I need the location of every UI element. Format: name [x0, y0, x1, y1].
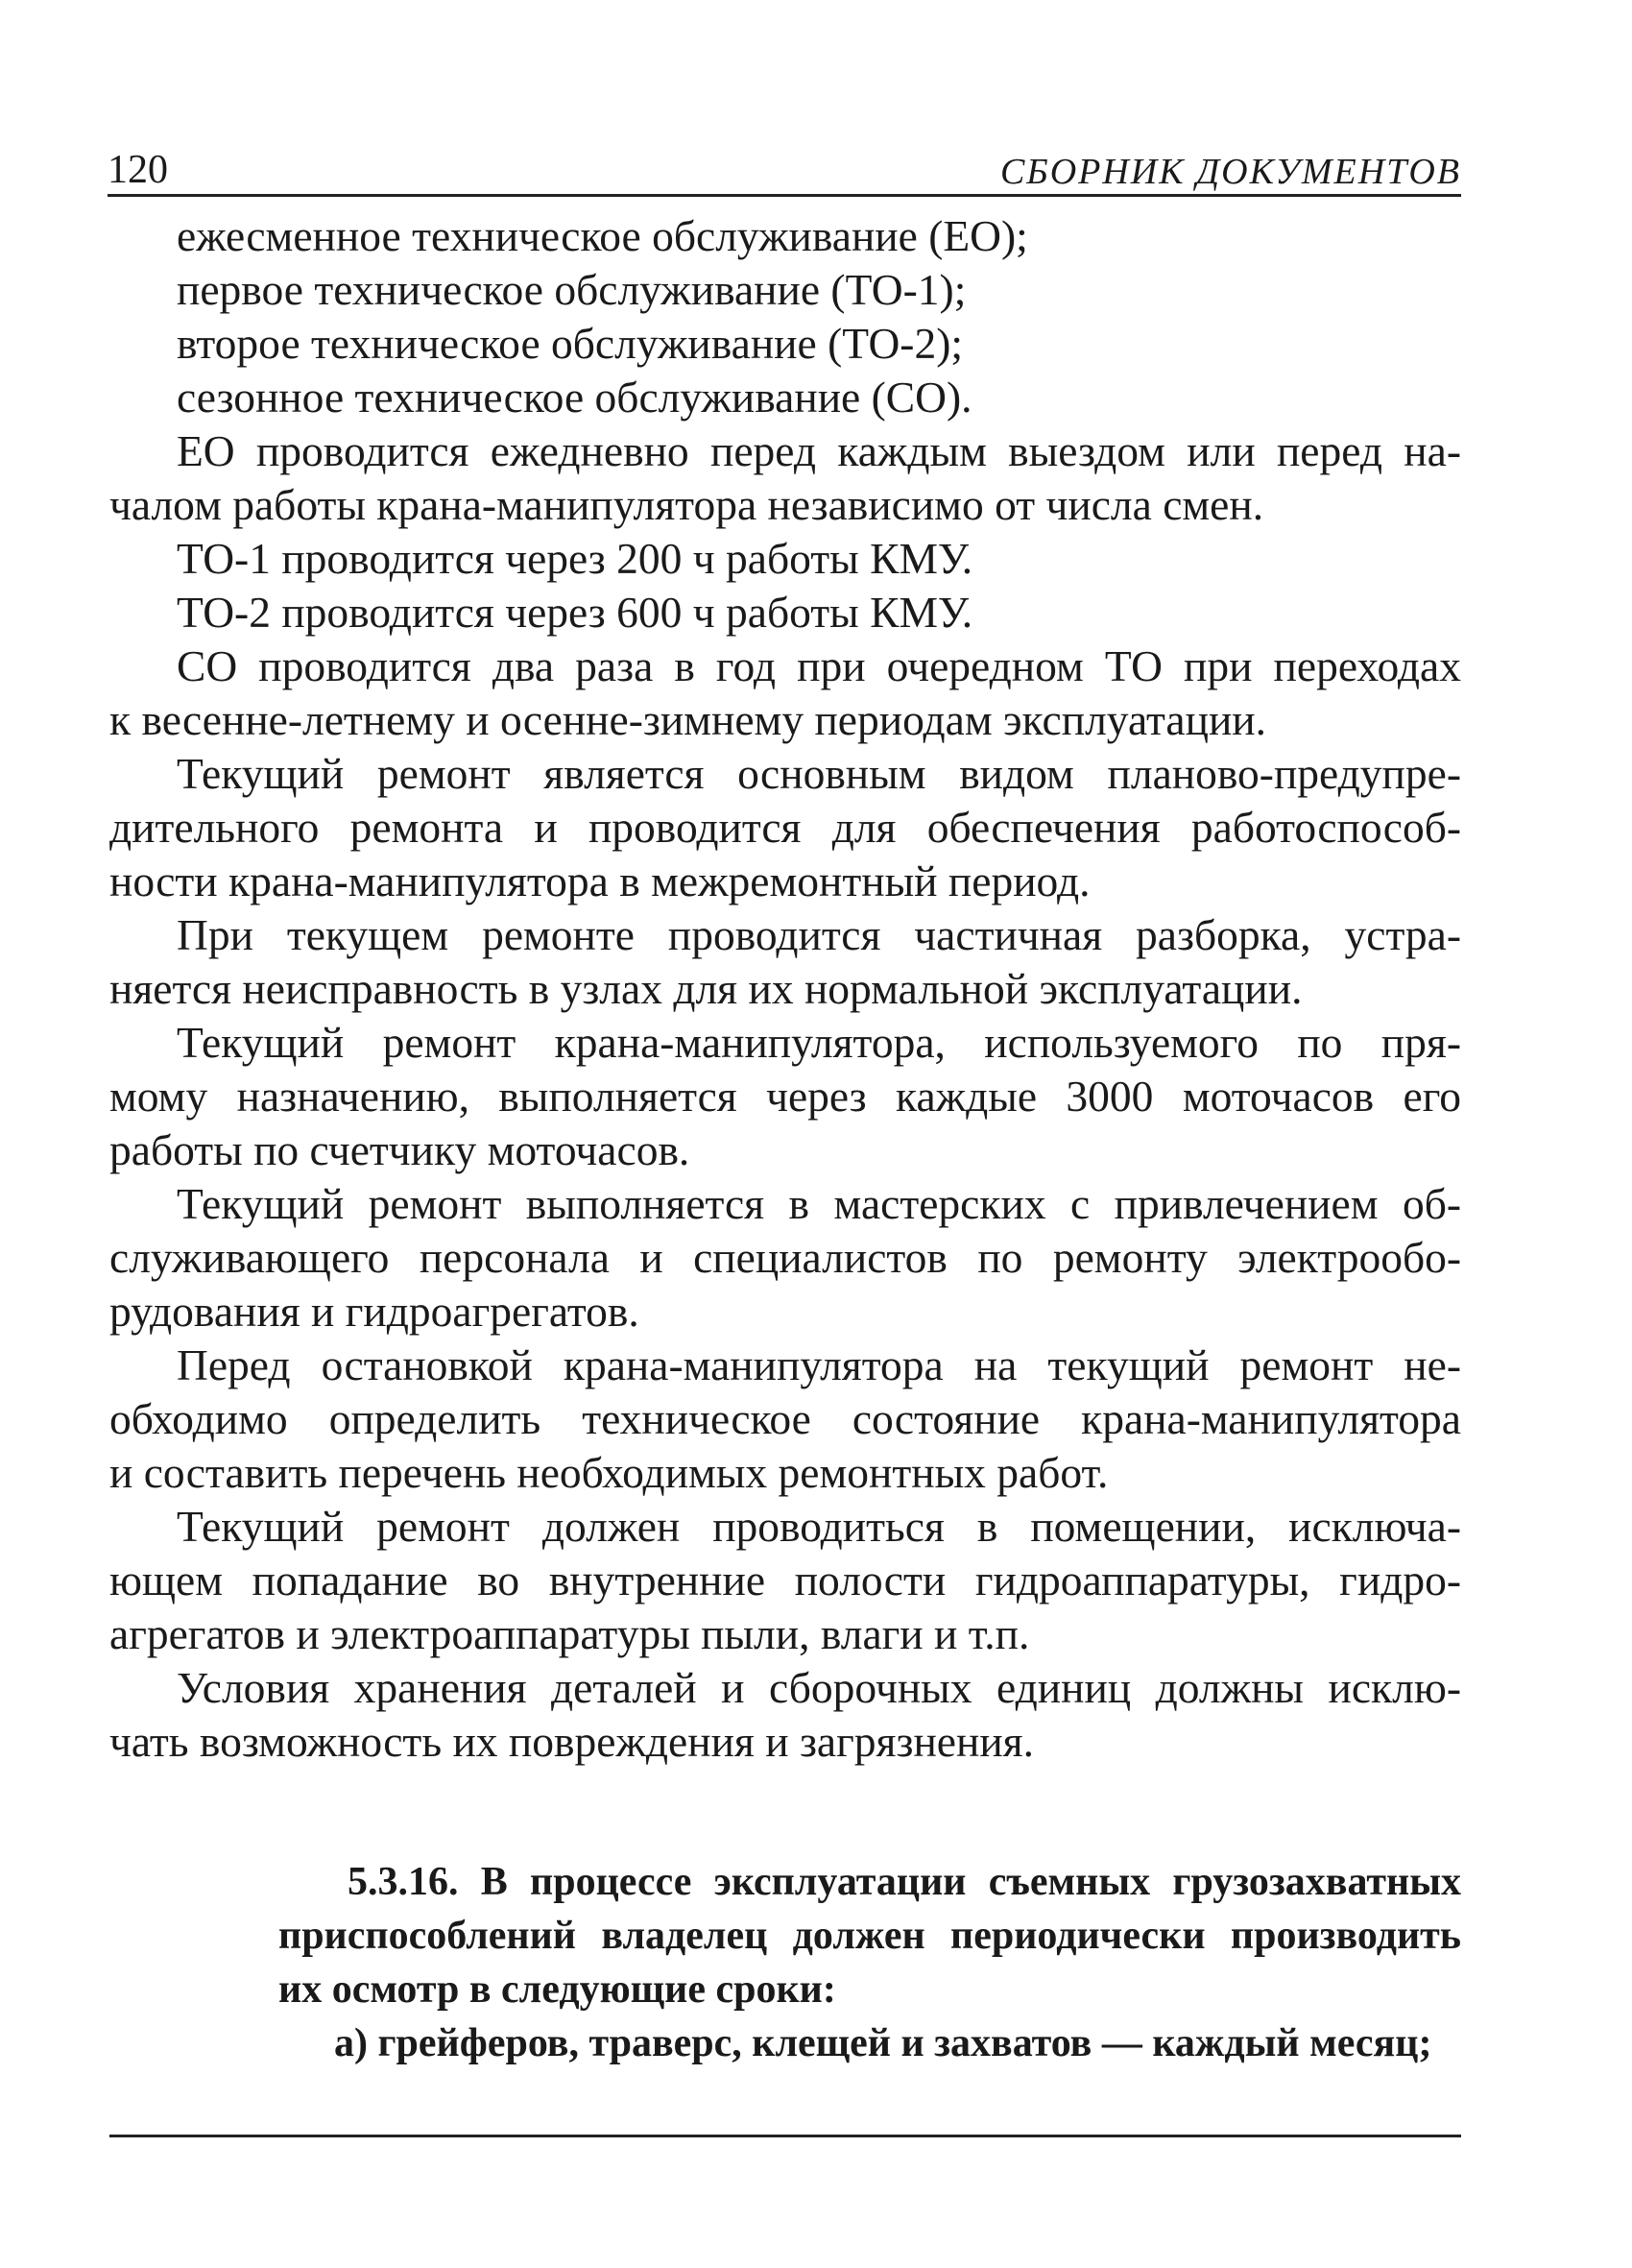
text-line: ности крана-манипулятора в межремонтный период.	[109, 857, 1091, 905]
page-header	[108, 134, 1461, 197]
text-line: ТО-1 проводится через 200 ч работы КМУ.	[177, 534, 973, 583]
text-line: ежесменное техническое обслуживание (ЕО);	[177, 211, 1028, 260]
text-line: Текущий ремонт крана-манипулятора, используемого по пря-	[177, 1018, 1461, 1067]
text-line: к весенне-летнему и осенне-зимнему периодам эксплуатации.	[109, 695, 1267, 744]
section-heading-line: приспособлений владелец должен периодически производить	[278, 1914, 1461, 1958]
text-line: рудования и гидроагрегатов.	[109, 1287, 639, 1336]
text-line: Текущий ремонт должен проводиться в помещении, исключа-	[177, 1502, 1461, 1551]
page-number: 120	[108, 148, 168, 192]
text-line: дительного ремонта и проводится для обеспечения работоспособ-	[109, 803, 1461, 852]
text-line: СО проводится два раза в год при очередном ТО при переходах	[177, 641, 1461, 690]
text-line: служивающего персонала и специалистов по ремонту электрообо-	[109, 1233, 1461, 1282]
text-line: Условия хранения деталей и сборочных единиц должны исклю-	[177, 1663, 1461, 1712]
text-line: обходимо определить техническое состояние крана-манипулятора	[109, 1394, 1461, 1443]
text-line: ТО-2 проводится через 600 ч работы КМУ.	[177, 588, 973, 637]
section-heading-line: 5.3.16. В процессе эксплуатации съемных грузозахватных	[348, 1860, 1461, 1904]
text-line: работы по счетчику моточасов.	[109, 1125, 690, 1174]
text-line: Текущий ремонт является основным видом планово-предупре-	[177, 749, 1461, 798]
text-line: ющем попадание во внутренние полости гидроаппаратуры, гидро-	[109, 1556, 1461, 1604]
text-line: агрегатов и электроаппаратуры пыли, влаги и т.п.	[109, 1609, 1030, 1658]
text-line: второе техническое обслуживание (ТО-2);	[177, 319, 963, 368]
section-heading-line: их осмотр в следующие сроки:	[278, 1967, 836, 2012]
bottom-rule	[109, 2135, 1461, 2137]
text-line: и составить перечень необходимых ремонтных работ.	[109, 1448, 1109, 1497]
text-line: Текущий ремонт выполняется в мастерских с привлечением об-	[177, 1179, 1461, 1228]
text-line: чалом работы крана-манипулятора независимо от числа смен.	[109, 480, 1264, 529]
text-line: чать возможность их повреждения и загрязнения.	[109, 1717, 1034, 1766]
section-list-item: а) грейферов, траверс, клещей и захватов — каждый месяц;	[334, 2021, 1432, 2065]
text-line: ЕО проводится ежедневно перед каждым выездом или перед на-	[177, 426, 1461, 475]
text-line: При текущем ремонте проводится частичная разборка, устра-	[177, 910, 1461, 959]
text-line: Перед остановкой крана-манипулятора на текущий ремонт не-	[177, 1340, 1461, 1389]
section-5-3-16	[278, 1855, 1461, 2070]
running-title: СБОРНИК ДОКУМЕНТОВ	[999, 152, 1461, 192]
text-line: первое техническое обслуживание (ТО-1);	[177, 265, 967, 314]
text-line: сезонное техническое обслуживание (СО).	[177, 373, 972, 422]
text-line: мому назначению, выполняется через каждые 3000 моточасов его	[109, 1072, 1461, 1121]
text-line: няется неисправность в узлах для их нормальной эксплуатации.	[109, 964, 1303, 1013]
body-text	[109, 209, 1461, 1769]
